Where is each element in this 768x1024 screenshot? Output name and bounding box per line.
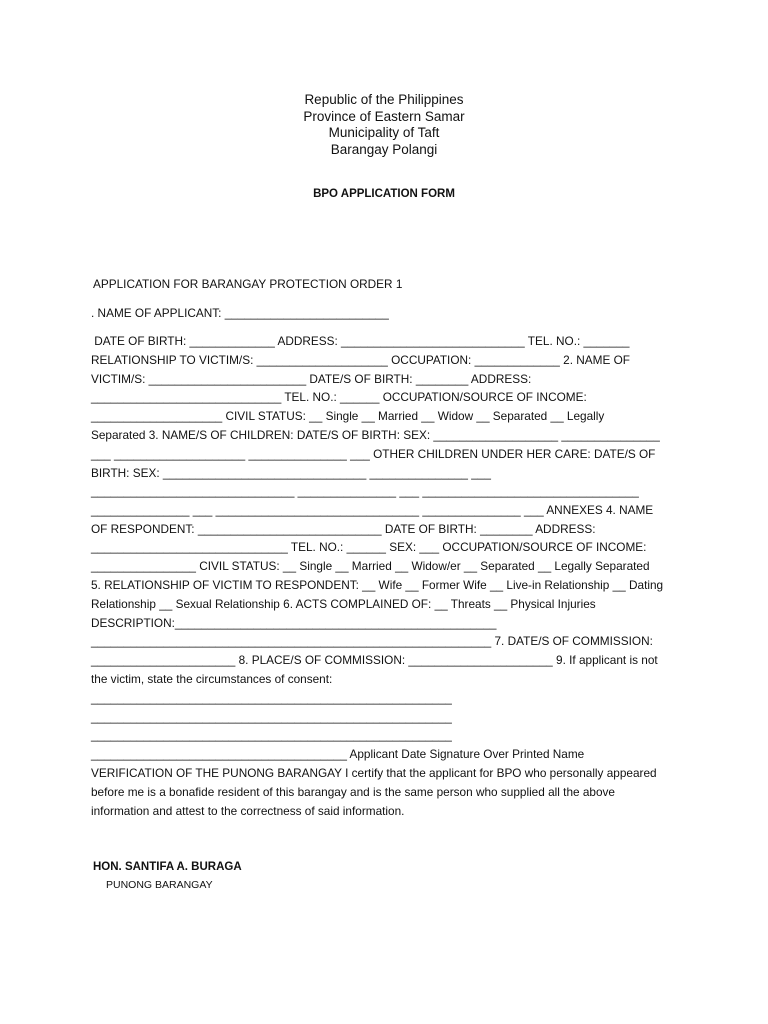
- form-text-line: ______________________ 8. PLACE/S OF COMMISSION: ______________________ 9. If applicant is not: [91, 653, 658, 667]
- form-text-line: 5. RELATIONSHIP OF VICTIM TO RESPONDENT: __ Wife __ Former Wife __ Live-in Relationship __ Dating: [91, 578, 664, 592]
- application-title: APPLICATION FOR BARANGAY PROTECTION ORDER 1: [93, 277, 403, 291]
- form-text-line: ___ ____________________ _______________ ___ OTHER CHILDREN UNDER HER CARE: DATE/S OF: [91, 447, 656, 461]
- form-text-line: _______________________________________ Applicant Date Signature Over Printed Name: [91, 747, 585, 761]
- form-text-line: . NAME OF APPLICANT: _________________________: [91, 306, 389, 320]
- header-line: Province of Eastern Samar: [303, 108, 465, 124]
- form-text-line: the victim, state the circumstances of consent:: [91, 672, 333, 686]
- form-text-line: ________________ CIVIL STATUS: __ Single __ Married __ Widow/er __ Separated __ Legally Separated: [91, 559, 650, 573]
- form-text-line: information and attest to the correctness of said information.: [91, 804, 405, 818]
- form-text-line: Relationship __ Sexual Relationship 6. ACTS COMPLAINED OF: __ Threats __ Physical Injuries: [91, 597, 596, 611]
- form-text-line: DESCRIPTION:_________________________________________________: [91, 616, 497, 630]
- signatory-name: HON. SANTIFA A. BURAGA: [93, 861, 242, 873]
- form-text-line: RELATIONSHIP TO VICTIM/S: ____________________ OCCUPATION: _____________ 2. NAME OF: [91, 353, 631, 367]
- form-text-line: _______________________________________________________: [91, 691, 452, 705]
- form-text-line: _______________________________________________________: [91, 728, 452, 742]
- form-text-line: BIRTH: SEX: _______________________________ _______________ ___: [91, 466, 491, 480]
- form-text-line: _______________________________ _______________ ___ _________________________________: [91, 484, 639, 498]
- form-text-line: _______________ ___ _______________________________ _______________ ___ ANNEXES 4. NAME: [91, 503, 654, 517]
- form-text-line: ______________________________ TEL. NO.: ______ SEX: ___ OCCUPATION/SOURCE OF INCOME:: [91, 540, 647, 554]
- signatory-title: PUNONG BARANGAY: [106, 879, 213, 891]
- form-title: BPO APPLICATION FORM: [313, 188, 455, 200]
- header-line: Municipality of Taft: [328, 125, 440, 141]
- form-text-line: ____________________ CIVIL STATUS: __ Single __ Married __ Widow __ Separated __ Legally: [91, 409, 605, 423]
- form-text-line: _____________________________________________________________ 7. DATE/S OF COMMISSION:: [91, 634, 653, 648]
- header-line: Republic of the Philippines: [304, 92, 464, 107]
- form-text-line: OF RESPONDENT: ____________________________ DATE OF BIRTH: ________ ADDRESS:: [91, 522, 596, 536]
- form-text-line: Separated 3. NAME/S OF CHILDREN: DATE/S OF BIRTH: SEX: ___________________ _______________: [91, 428, 660, 442]
- header-line: Barangay Polangi: [330, 141, 438, 157]
- form-text-line: VERIFICATION OF THE PUNONG BARANGAY I certify that the applicant for BPO who personally appeared: [91, 766, 657, 780]
- form-text-line: before me is a bonafide resident of this barangay and is the same person who supplied all the above: [91, 785, 615, 799]
- form-text-line: _____________________________ TEL. NO.: ______ OCCUPATION/SOURCE OF INCOME:: [91, 390, 587, 404]
- form-text-line: DATE OF BIRTH: _____________ ADDRESS: ____________________________ TEL. NO.: _______: [91, 334, 630, 348]
- form-text-line: _______________________________________________________: [91, 710, 452, 724]
- document-header: [0, 92, 768, 158]
- form-text-line: VICTIM/S: ________________________ DATE/S OF BIRTH: ________ ADDRESS:: [91, 372, 532, 386]
